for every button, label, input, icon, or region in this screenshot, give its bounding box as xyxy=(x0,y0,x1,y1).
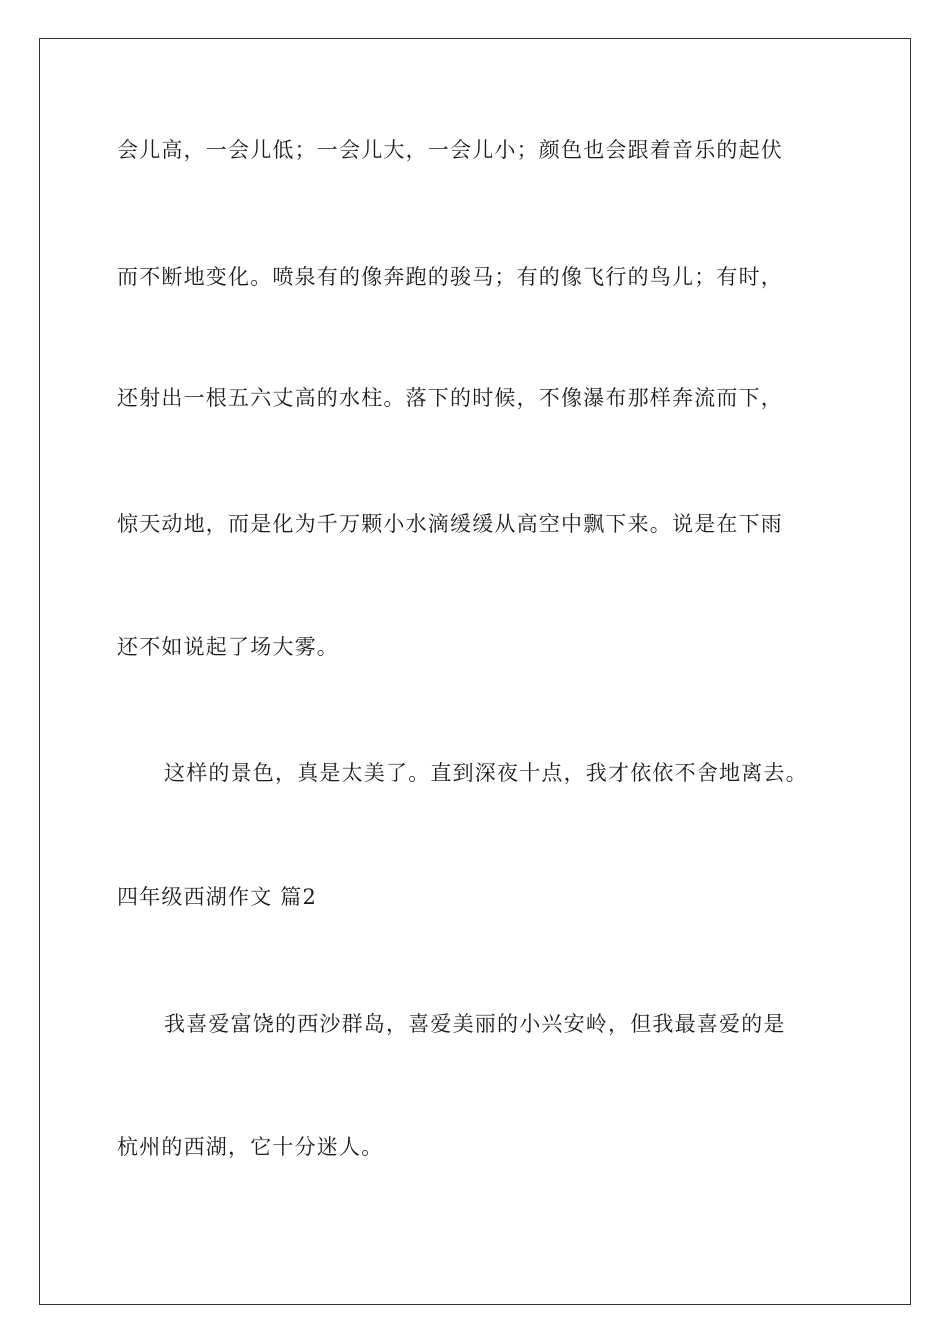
section2-paragraph-line: 杭州的西湖，它十分迷人。 xyxy=(117,1135,384,1159)
paragraph-line: 而不断地变化。喷泉有的像奔跑的骏马；有的像飞行的鸟儿；有时， xyxy=(117,265,783,289)
closing-paragraph: 这样的景色，真是太美了。直到深夜十点，我才依依不舍地离去。 xyxy=(164,761,808,785)
paragraph-line: 会儿高，一会儿低；一会儿大，一会儿小；颜色也会跟着音乐的起伏 xyxy=(117,138,783,162)
paragraph-line: 还不如说起了场大雾。 xyxy=(117,635,339,659)
paragraph-line: 还射出一根五六丈高的水柱。落下的时候，不像瀑布那样奔流而下， xyxy=(117,386,783,410)
section2-paragraph-line: 我喜爱富饶的西沙群岛，喜爱美丽的小兴安岭，但我最喜爱的是 xyxy=(164,1012,786,1036)
page-border xyxy=(39,38,911,1305)
paragraph-line: 惊天动地，而是化为千万颗小水滴缓缓从高空中飘下来。说是在下雨 xyxy=(117,512,783,536)
section-heading: 四年级西湖作文 篇2 xyxy=(117,885,318,909)
